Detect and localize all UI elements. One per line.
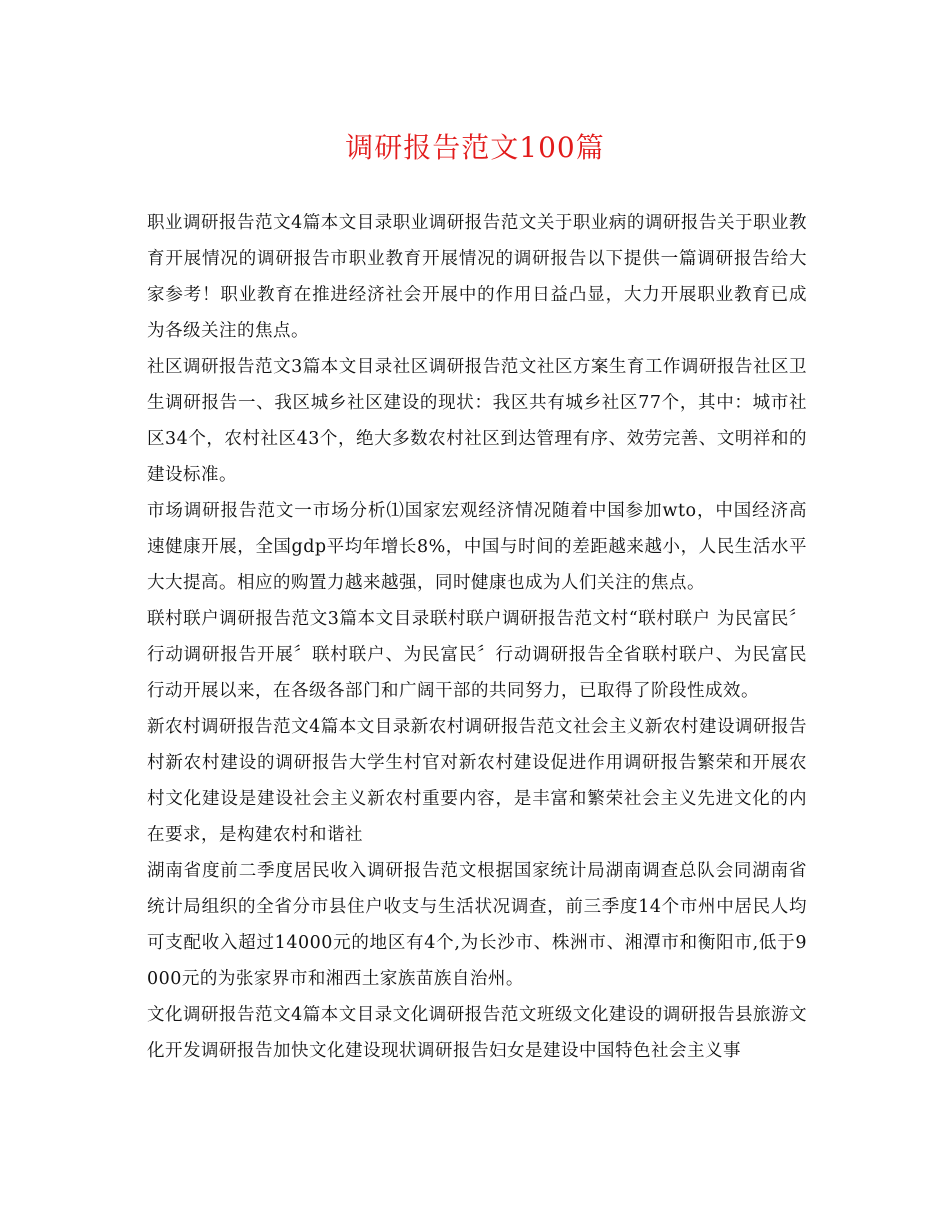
paragraph-community-report: 社区调研报告范文3篇本文目录社区调研报告范文社区方案生育工作调研报告社区卫生调研报告一、我区城乡社区建设的现状：我区共有城乡社区77个，其中：城市社区34个，农村社区43个，绝大多数农村社区到达管理有序、效劳完善、文明祥和的建设标准。	[147, 357, 807, 485]
paragraph-hunan-income-report: 湖南省度前二季度居民收入调研报告范文根据国家统计局湖南调查总队会同湖南省统计局组织的全省分市县住户收支与生活状况调查，前三季度14个市州中居民人均可支配收入超过14000元的地区有4个,为长沙市、株洲市、湘潭市和衡阳市,低于9000元的为张家界市和湘西土家族苗族自治州。	[147, 861, 807, 989]
paragraph-market-report: 市场调研报告范文一市场分析⑴国家宏观经济情况随着中国参加wto，中国经济高速健康开展，全国gdp平均年增长8%，中国与时间的差距越来越小，人民生活水平大大提高。相应的购置力越来越强，同时健康也成为人们关注的焦点。	[147, 501, 807, 593]
paragraph-career-report: 职业调研报告范文4篇本文目录职业调研报告范文关于职业病的调研报告关于职业教育开展情况的调研报告市职业教育开展情况的调研报告以下提供一篇调研报告给大家参考！职业教育在推进经济社会开展中的作用日益凸显，大力开展职业教育已成为各级关注的焦点。	[147, 213, 807, 341]
document-body	[147, 205, 807, 1069]
paragraph-culture-report: 文化调研报告范文4篇本文目录文化调研报告范文班级文化建设的调研报告县旅游文化开发调研报告加快文化建设现状调研报告妇女是建设中国特色社会主义事	[147, 1005, 807, 1061]
document-title: 调研报告范文100篇	[345, 131, 605, 164]
paragraph-new-countryside-report: 新农村调研报告范文4篇本文目录新农村调研报告范文社会主义新农村建设调研报告村新农村建设的调研报告大学生村官对新农村建设促进作用调研报告繁荣和开展农村文化建设是建设社会主义新农村重要内容，是丰富和繁荣社会主义先进文化的内在要求，是构建农村和谐社	[147, 717, 807, 845]
paragraph-village-household-report: 联村联户调研报告范文3篇本文目录联村联户调研报告范文村“联村联户 为民富民〞行动调研报告开展〞联村联户、为民富民〞行动调研报告全省联村联户、为民富民行动开展以来，在各级各部门和广阔干部的共同努力，已取得了阶段性成效。	[147, 609, 807, 701]
